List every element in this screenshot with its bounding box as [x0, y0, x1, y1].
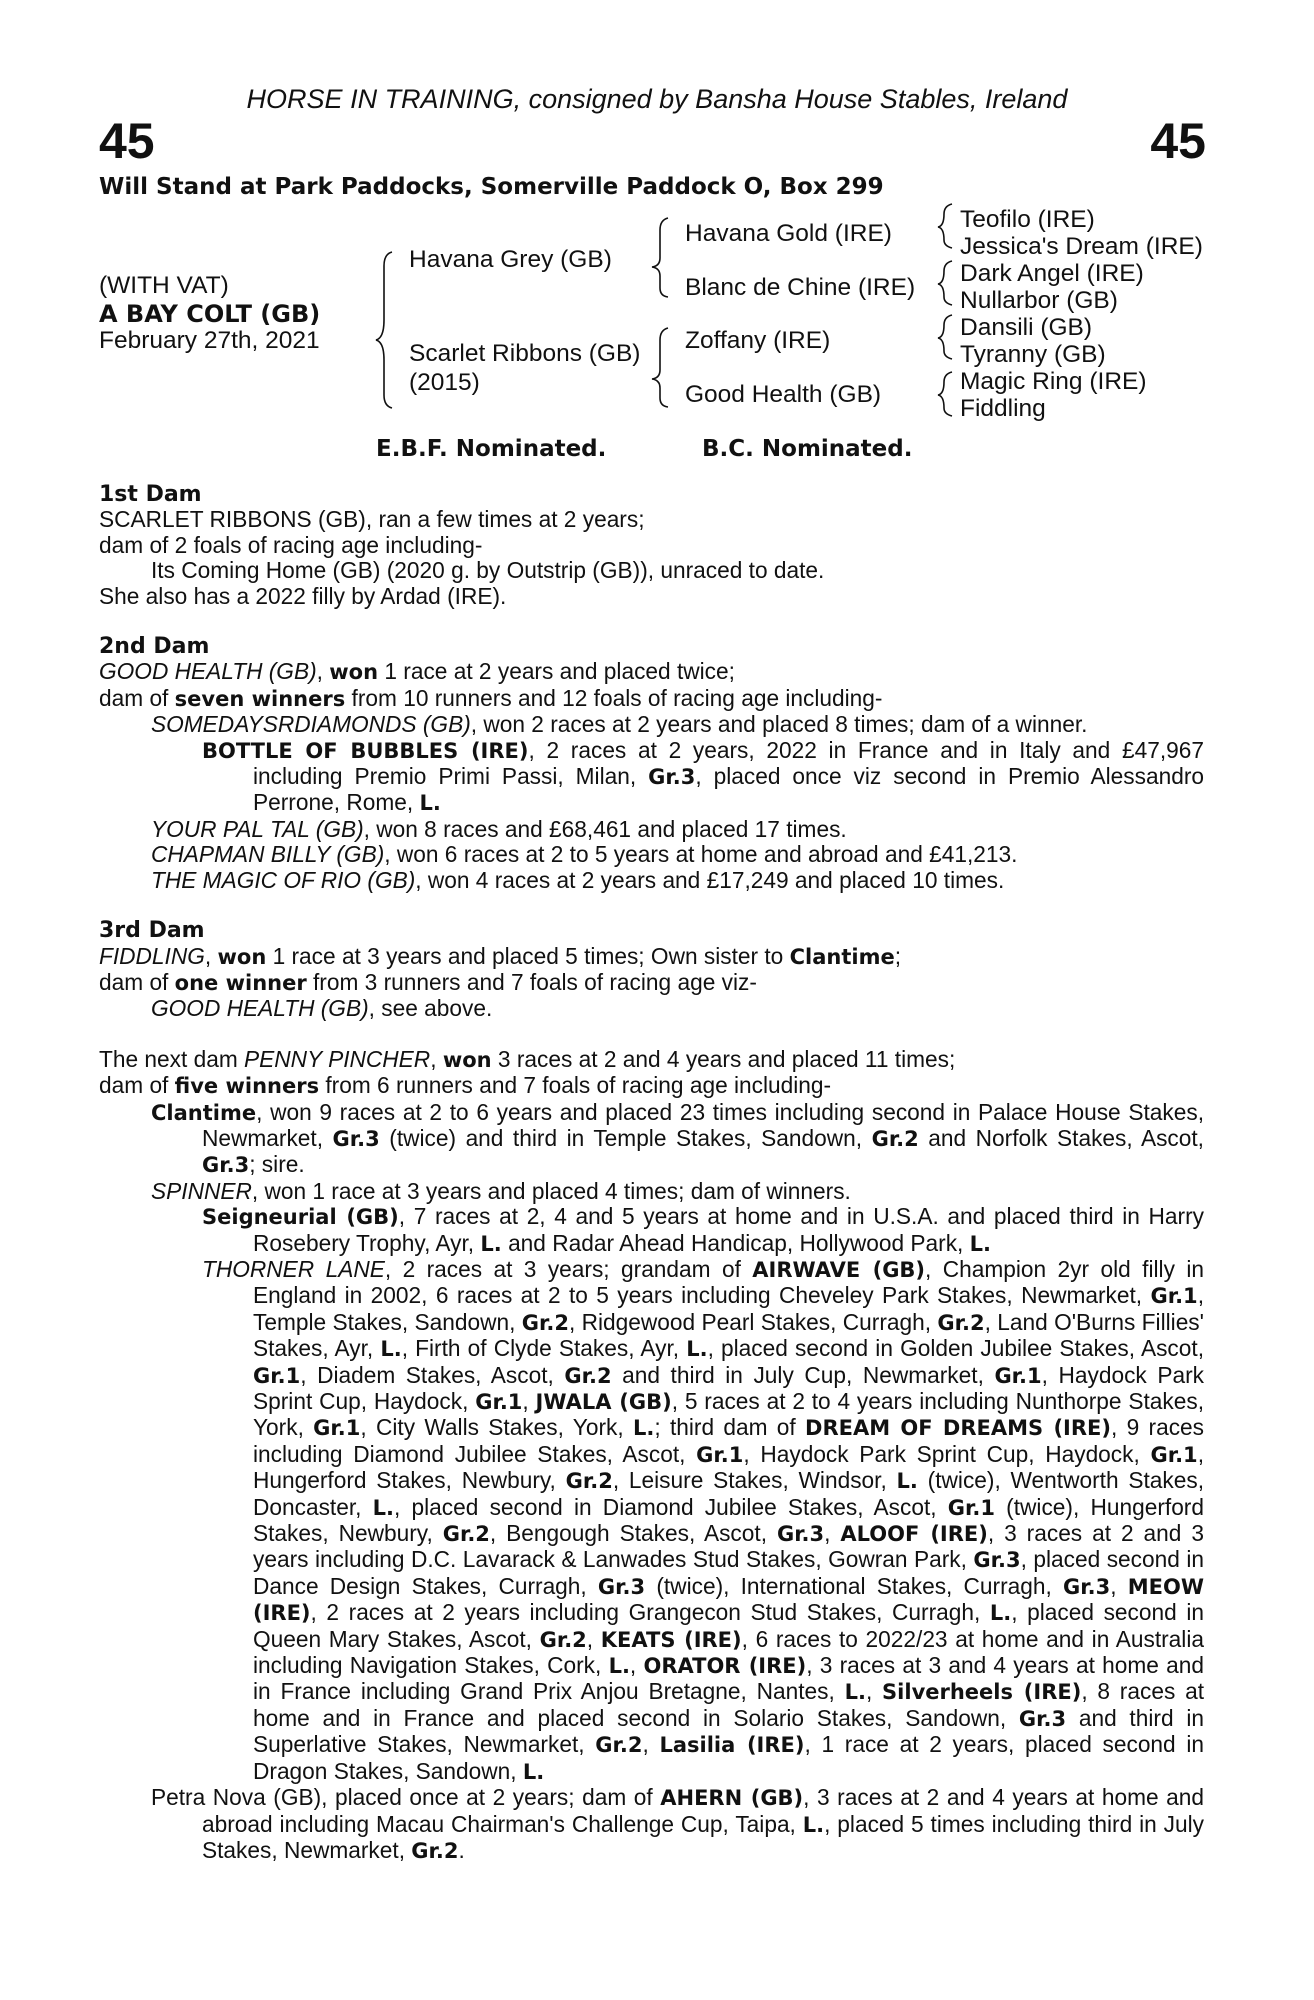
- dam-line: dam of five winners from 6 runners and 7 foals of racing age including-: [99, 1072, 832, 1099]
- progeny-line: BOTTLE OF BUBBLES (IRE), 2 races at 2 years, 2022 in France and in Italy and £47,967 including Premio Primi Passi, Milan, Gr.3, placed once viz second in Premio Alessandro Perrone, Rome, L.: [202, 736, 1205, 816]
- progeny-line: THE MAGIC OF RIO (GB), won 4 races at 2 years and £17,249 and placed 10 times.: [151, 866, 1005, 893]
- gg-7: Magic Ring (IRE): [960, 368, 1147, 395]
- second-dam-section: [99, 634, 1204, 893]
- progeny-line: Its Coming Home (GB) (2020 g. by Outstrip (GB)), unraced to date.: [151, 557, 825, 584]
- ebf-nomination: E.B.F. Nominated.: [376, 436, 607, 462]
- progeny-line: SPINNER, won 1 race at 3 years and placed 4 times; dam of winners.: [151, 1177, 851, 1204]
- gg-1: Teofilo (IRE): [960, 206, 1095, 233]
- stabling-location: Will Stand at Park Paddocks, Somerville Paddock O, Box 299: [99, 174, 884, 200]
- dam: Scarlet Ribbons (GB): [409, 340, 641, 367]
- progeny-line: Petra Nova (GB), placed once at 2 years; dam of AHERN (GB), 3 races at 2 and 4 years at home and abroad including Macau Chairman's Challenge Cup, Taipa, L., placed 5 times including third in July Stakes, Newmarket, Gr.2.: [151, 1784, 1205, 1863]
- dam-year: (2015): [409, 369, 480, 396]
- progeny-line: THORNER LANE, 2 races at 3 years; grandam of AIRWAVE (GB), Champion 2yr old filly in England in 2002, 6 races at 2 to 5 years including Cheveley Park Stakes, Newmarket, Gr.1, Temple Stakes, Sandown, Gr.2, Ridgewood Pearl Stakes, Curragh, Gr.2, Land O'Burns Fillies' Stakes, Ayr, L., Firth of Clyde Stakes, Ayr, L., placed second in Golden Jubilee Stakes, Ascot, Gr.1, Diadem Stakes, Ascot, Gr.2 and third in July Cup, Newmarket, Gr.1, Haydock Park Sprint Cup, Haydock, Gr.1, JWALA (GB), 5 races at 2 to 4 years including Nunthorpe Stakes, York, Gr.1, City Walls Stakes, York, L.; third dam of DREAM OF DREAMS (IRE), 9 races including Diamond Jubilee Stakes, Ascot, Gr.1, Haydock Park Sprint Cup, Haydock, Gr.1, Hungerford Stakes, Newbury, Gr.2, Leisure Stakes, Windsor, L. (twice), Wentworth Stakes, Doncaster, L., placed second in Diamond Jubilee Stakes, Ascot, Gr.1 (twice), Hungerford Stakes, Newbury, Gr.2, Bengough Stakes, Ascot, Gr.3, ALOOF (IRE), 3 races at 2 and 3 years including D.C. Lavarack & Lanwades Stud Stakes, Gowran Park, Gr.3, placed second in Dance Design Stakes, Curragh, Gr.3 (twice), International Stakes, Curragh, Gr.3, MEOW (IRE), 2 races at 2 years including Grangecon Stud Stakes, Curragh, L., placed second in Queen Mary Stakes, Ascot, Gr.2, KEATS (IRE), 6 races to 2022/23 at home and in Australia including Navigation Stakes, Cork, L., ORATOR (IRE), 3 races at 3 and 4 years at home and in France including Grand Prix Anjou Bretagne, Nantes, L., Silverheels (IRE), 8 races at home and in France and placed second in Solario Stakes, Sandown, Gr.3 and third in Superlative Stakes, Newmarket, Gr.2, Lasilia (IRE), 1 race at 2 years, placed second in Dragon Stakes, Sandown, L.: [202, 1255, 1205, 1784]
- dam-line: SCARLET RIBBONS (GB), ran a few times at 2 years;: [99, 506, 645, 533]
- gg-3: Dark Angel (IRE): [960, 260, 1144, 287]
- bc-nomination: B.C. Nominated.: [702, 436, 913, 462]
- dam-line: She also has a 2022 filly by Ardad (IRE).: [99, 582, 507, 609]
- third-dam-section: [99, 918, 1204, 1022]
- section-heading: 3rd Dam: [99, 918, 205, 944]
- lot-number-left: 45: [99, 113, 155, 169]
- progeny-line: Seigneurial (GB), 7 races at 2, 4 and 5 years at home and in U.S.A. and placed third in Harry Rosebery Trophy, Ayr, L. and Radar Ahead Handicap, Hollywood Park, L.: [202, 1203, 1204, 1256]
- sire-dam: Blanc de Chine (IRE): [685, 274, 916, 301]
- progeny-line: YOUR PAL TAL (GB), won 8 races and £68,461 and placed 17 times.: [151, 815, 847, 842]
- progeny-line: GOOD HEALTH (GB), see above.: [151, 995, 493, 1022]
- progeny-line: SOMEDAYSRDIAMONDS (GB), won 2 races at 2 years and placed 8 times; dam of a winner.: [151, 711, 1088, 738]
- gg-6: Tyranny (GB): [960, 341, 1106, 368]
- pedigree-brackets: [0, 0, 1314, 430]
- sire-sire: Havana Gold (IRE): [685, 220, 892, 247]
- dam-dam: Good Health (GB): [685, 381, 882, 408]
- catalogue-body: [99, 482, 1204, 1864]
- dam-line: dam of seven winners from 10 runners and 12 foals of racing age including-: [99, 684, 883, 711]
- sire: Havana Grey (GB): [409, 246, 612, 273]
- horse-dob: February 27th, 2021: [99, 327, 320, 354]
- gg-5: Dansili (GB): [960, 314, 1093, 341]
- catalogue-header: HORSE IN TRAINING, consigned by Bansha House Stables, Ireland: [246, 84, 1068, 114]
- dam-line: The next dam PENNY PINCHER, won 3 races at 2 and 4 years and placed 11 times;: [99, 1045, 956, 1072]
- dam-sire: Zoffany (IRE): [685, 327, 831, 354]
- gg-8: Fiddling: [960, 395, 1046, 422]
- dam-line: FIDDLING, won 1 race at 3 years and placed 5 times; Own sister to Clantime;: [99, 942, 902, 969]
- progeny-line: CHAPMAN BILLY (GB), won 6 races at 2 to 5 years at home and abroad and £41,213.: [151, 841, 1018, 868]
- section-heading: 1st Dam: [99, 482, 202, 507]
- dam-line: dam of 2 foals of racing age including-: [99, 531, 483, 558]
- progeny-line: Clantime, won 9 races at 2 to 6 years and placed 23 times including second in Palace House Stakes, Newmarket, Gr.3 (twice) and third in Temple Stakes, Sandown, Gr.2 and Norfolk Stakes, Ascot, Gr.3; sire.: [151, 1098, 1204, 1178]
- gg-2: Jessica's Dream (IRE): [960, 233, 1203, 260]
- gg-4: Nullarbor (GB): [960, 287, 1118, 314]
- horse-name: A BAY COLT (GB): [99, 300, 321, 328]
- section-heading: 2nd Dam: [99, 634, 210, 660]
- vat-note: (WITH VAT): [99, 272, 229, 299]
- lot-number-right: 45: [1150, 113, 1206, 169]
- next-dam-section: [99, 1047, 1204, 1865]
- first-dam-section: [99, 482, 1204, 609]
- dam-line: GOOD HEALTH (GB), won 1 race at 2 years and placed twice;: [99, 658, 735, 685]
- dam-line: dam of one winner from 3 runners and 7 foals of racing age viz-: [99, 968, 757, 995]
